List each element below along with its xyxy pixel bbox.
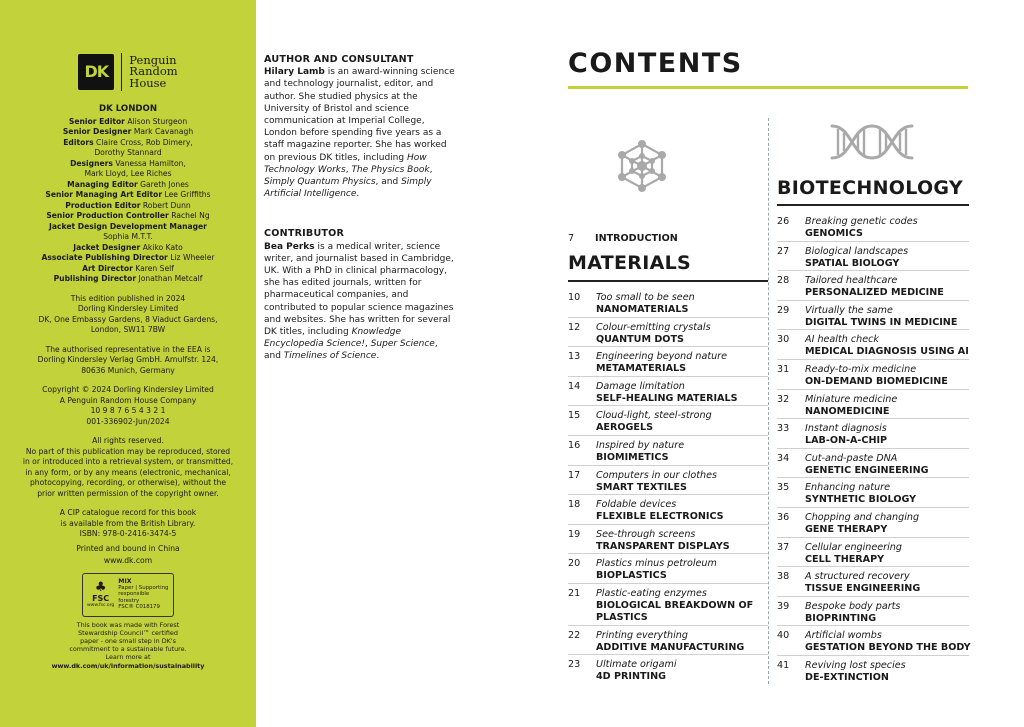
notice-line: Dorling Kindersley Verlag GmbH. Arnulfstr. 124, <box>37 355 219 364</box>
notice-line: 10 9 8 7 6 5 4 3 2 1 <box>90 406 166 415</box>
entry-subtitle: Engineering beyond nature <box>596 351 728 363</box>
credit-role: Senior Production Controller <box>46 211 169 220</box>
sustainability-link[interactable]: www.dk.com/uk/information/sustainability <box>51 661 205 670</box>
fsc-badge: ♣ FSC www.fsc.org MIX Paper | Supporting responsible forestry FSC® C018179 <box>82 573 174 617</box>
entry-subtitle: Chopping and changing <box>805 512 920 523</box>
credit-name: Robert Dunn <box>142 200 191 210</box>
entry-subtitle: AI health check <box>805 334 879 346</box>
entry-divider <box>568 376 768 377</box>
entry-subtitle: Plastics minus petroleum <box>596 558 717 570</box>
entry-subtitle: Bespoke body parts <box>805 600 901 612</box>
credit-line <box>4 211 252 222</box>
credit-name: Alison Sturgeon <box>127 116 188 126</box>
credit-name: Dorothy Stannard <box>94 148 162 157</box>
entry-divider <box>777 596 969 597</box>
entry-divider <box>777 477 969 478</box>
section-title: MATERIALS <box>568 252 691 274</box>
credit-name: Gareth Jones <box>140 179 189 189</box>
entry-page-number: 27 <box>777 245 790 257</box>
entry-subtitle: Biological landscapes <box>805 245 909 257</box>
entry-divider <box>568 494 768 495</box>
entry-divider <box>777 241 969 242</box>
entry-subtitle: Enhancing nature <box>805 482 890 494</box>
entry-title: SPATIAL BIOLOGY <box>805 257 900 269</box>
entry-divider <box>777 329 969 330</box>
credit-name: Rachel Ng <box>171 211 210 220</box>
entry-subtitle: Inspired by nature <box>596 440 685 451</box>
entry-page-number: 40 <box>777 630 790 642</box>
credit-line <box>4 264 252 275</box>
credit-line <box>4 243 252 254</box>
section-title: BIOTECHNOLOGY <box>777 177 963 199</box>
entry-divider <box>777 507 969 508</box>
entry-title: SMART TEXTILES <box>596 481 687 493</box>
bio-text: is an award-winning science and technology journalist, editor, and author. She studied physics at the University of Bristol and science communication at Imperial College, London before spending five years as a staff magazine reporter. She has worked on previous DK titles, including <box>264 67 455 163</box>
credit-role: Designers <box>70 158 113 168</box>
entry-page-number: 22 <box>568 629 581 641</box>
notice-line: Stewardship Council™ certified <box>78 628 178 637</box>
entry-page-number: 28 <box>777 275 790 287</box>
person-name: Bea Perks <box>264 241 315 252</box>
entry-subtitle: See-through screens <box>596 528 696 540</box>
entry-divider <box>777 389 969 390</box>
entry-page-number: 32 <box>777 393 790 405</box>
rights-notice <box>4 436 252 499</box>
entry-title: BIOPRINTING <box>805 612 877 624</box>
entry-title: GENOMICS <box>805 228 863 239</box>
dk-logo: DK <box>78 54 114 90</box>
entry-title: AEROGELS <box>596 422 653 434</box>
entry-subtitle: Reviving lost species <box>805 660 906 671</box>
entry-title: SELF-HEALING MATERIALS <box>596 392 738 404</box>
entry-page-number: 20 <box>568 558 581 570</box>
entry-divider <box>777 418 969 419</box>
entry-title: GESTATION BEYOND THE BODY <box>805 642 971 654</box>
entry-title: GENETIC ENGINEERING <box>805 464 929 476</box>
notice-line: ISBN: 978-0-2416-3474-5 <box>79 529 177 538</box>
credit-name: Mark Lloyd, Lee Riches <box>84 169 172 178</box>
credit-name: Liz Wheeler <box>170 253 215 262</box>
entry-title: METAMATERIALS <box>596 363 687 375</box>
entry-subtitle: Too small to be seen <box>596 292 695 303</box>
book-title: Timelines of Science <box>283 351 377 362</box>
author-heading: AUTHOR AND CONSULTANT <box>264 54 414 65</box>
credit-name: Claire Cross, Rob Dimery, <box>96 137 193 147</box>
entry-page-number: 13 <box>568 351 581 363</box>
entry-title: BIOMIMETICS <box>596 452 669 463</box>
published-notice <box>4 294 252 336</box>
entry-title: DE-EXTINCTION <box>805 672 889 683</box>
entry-title: SYNTHETIC BIOLOGY <box>805 494 917 506</box>
entry-title: TISSUE ENGINEERING <box>805 583 921 595</box>
credit-line <box>4 127 252 138</box>
notice-line: prior written permission of the copyright owner. <box>37 488 219 498</box>
credit-role: Art Director <box>82 263 133 273</box>
notice-line: No part of this publication may be reproduced, stored <box>25 446 231 456</box>
credit-line <box>4 117 252 128</box>
entry-page-number: 36 <box>777 512 790 523</box>
entry-subtitle: Printing everything <box>596 629 688 641</box>
bio-text: is a medical writer, science writer, and journalist based in Cambridge, UK. With a PhD in clinical pharmacology, she has edited journals, written for pharmaceutical companies, and contributed to popular science magazines and websites. She has written for several DK titles, including <box>264 241 454 338</box>
book-title: How Technology Works <box>264 152 427 175</box>
notice-line: in or introduced into a retrieval system, or transmitted, <box>22 457 234 466</box>
entry-page-number: 29 <box>777 304 790 316</box>
entry-subtitle: Instant diagnosis <box>805 423 887 435</box>
entry-subtitle: Miniature medicine <box>805 393 898 405</box>
credit-name: Jonathan Metcalf <box>138 274 203 283</box>
notice-line: 80636 Munich, Germany <box>81 365 175 375</box>
entry-title: PERSONALIZED MEDICINE <box>805 287 944 299</box>
notice-line: Copyright © 2024 Dorling Kindersley Limited <box>42 385 214 394</box>
entry-title: GENE THERAPY <box>805 524 888 535</box>
entry-page-number: 21 <box>568 588 581 599</box>
entry-subtitle: Foldable devices <box>596 499 677 511</box>
credit-line <box>4 190 252 201</box>
credit-role: Jacket Designer <box>73 242 141 252</box>
notice-line: Learn more at <box>105 653 151 662</box>
sustainability-notice <box>4 621 252 662</box>
credit-role: Senior Managing Art Editor <box>45 190 163 199</box>
entry-divider <box>777 625 969 626</box>
credit-name: Vanessa Hamilton, <box>115 158 186 168</box>
notice-line: paper - one small step in DK's <box>80 636 176 645</box>
notice-line: A Penguin Random House Company <box>59 395 197 405</box>
credit-line <box>4 232 252 243</box>
title-rule <box>568 86 968 89</box>
credit-role: Managing Editor <box>67 179 138 189</box>
author-bio: Hilary Lamb is an award-winning science and technology journalist, editor, and author. She studied physics at the University of Bristol and science communication at Imperial College, London before spending five years as a staff magazine reporter. She has worked on previous DK titles, including How Technology Works, The Physics Book, Simply Quantum Physics, and Simply Artificial Intelligence. <box>264 67 455 200</box>
entry-divider <box>568 435 768 436</box>
credit-line <box>4 138 252 149</box>
entry-title: QUANTUM DOTS <box>596 333 684 345</box>
notice-line: This book was made with Forest <box>76 620 180 629</box>
entry-title: BIOPLASTICS <box>596 570 667 582</box>
entry-divider <box>568 405 768 406</box>
entry-subtitle: Colour-emitting crystals <box>596 321 711 333</box>
authors-column <box>264 54 456 363</box>
credits-list <box>4 117 252 285</box>
credit-line <box>4 148 252 159</box>
entry-divider <box>568 524 768 525</box>
penguin-random-house-logo: Penguin Random House <box>129 52 178 90</box>
entry-page-number: 34 <box>777 452 790 464</box>
credit-role: Production Editor <box>65 200 141 210</box>
entry-page-number: 10 <box>568 292 581 303</box>
contributor-bio: Bea Perks is a medical writer, science writer, and journalist based in Cambridge, UK. With a PhD in clinical pharmacology, she has edited journals, written for pharmaceutical companies, and contributed to popular science magazines and websites. She has written for several DK titles, including Knowledge Encyclopedia Science!, Super Science, and Timelines of Science. <box>264 241 454 362</box>
entry-divider <box>568 583 768 584</box>
notice-line: is available from the British Library. <box>60 518 196 528</box>
entry-title: NANOMATERIALS <box>596 304 689 315</box>
credit-line <box>4 222 252 233</box>
credit-name: Sophia M.T.T. <box>103 232 153 241</box>
credit-role: Publishing Director <box>53 274 137 283</box>
entry-subtitle: Artificial wombs <box>805 630 882 642</box>
entry-subtitle: Cloud-light, steel-strong <box>596 410 712 422</box>
publisher-logo <box>4 52 252 92</box>
credit-line <box>4 201 252 212</box>
entry-divider <box>777 359 969 360</box>
contributor-heading: CONTRIBUTOR <box>264 228 345 240</box>
entry-title: DIGITAL TWINS IN MEDICINE <box>805 316 958 328</box>
entry-subtitle: Breaking genetic codes <box>805 216 918 227</box>
entry-page-number: 38 <box>777 571 790 583</box>
entry-page-number: 26 <box>777 216 790 227</box>
entry-subtitle: Plastic-eating enzymes <box>596 588 707 599</box>
entry-divider <box>777 270 969 271</box>
website-link[interactable]: www.dk.com <box>103 556 153 565</box>
book-title: Simply Quantum Physics <box>264 177 376 188</box>
entry-divider <box>568 625 768 626</box>
entry-divider <box>568 553 768 554</box>
notice-line: The authorised representative in the EEA is <box>45 344 211 354</box>
credit-role: Jacket Design Development Manager <box>49 221 207 231</box>
book-title: Simply Artificial Intelligence <box>264 177 432 200</box>
dna-helix-icon <box>830 122 914 162</box>
credit-name: Karen Self <box>135 263 174 273</box>
entry-subtitle: Ready-to-mix medicine <box>805 364 917 375</box>
cip-notice <box>4 508 252 540</box>
notice-line: A CIP catalogue record for this book <box>59 508 197 517</box>
entry-divider <box>568 317 768 318</box>
molecule-cube-icon <box>616 140 668 192</box>
credit-role: Editors <box>63 137 94 147</box>
entry-subtitle: Virtually the same <box>805 304 893 316</box>
entry-title: TRANSPARENT DISPLAYS <box>596 540 730 552</box>
person-name: Hilary Lamb <box>264 67 325 78</box>
notice-line: All rights reserved. <box>92 436 164 445</box>
entry-page-number: 33 <box>777 423 790 435</box>
entry-subtitle: A structured recovery <box>805 571 910 583</box>
entry-page-number: 23 <box>568 659 581 671</box>
credit-line <box>4 274 252 285</box>
printed-notice: Printed and bound in China <box>76 543 180 553</box>
credit-role: Associate Publishing Director <box>41 253 168 262</box>
entry-title: CELL THERAPY <box>805 553 885 565</box>
entry-divider <box>568 465 768 466</box>
entry-page-number: 30 <box>777 334 790 346</box>
credit-line <box>4 159 252 170</box>
notice-line: DK, One Embassy Gardens, 8 Viaduct Gardens, <box>38 314 218 324</box>
book-title: The Physics Book <box>351 164 430 175</box>
office-heading: DK LONDON <box>98 104 158 114</box>
entry-page-number: 12 <box>568 321 581 333</box>
notice-line: in any form, or by any means (electronic, mechanical, <box>25 467 231 477</box>
entry-page-number: 15 <box>568 410 581 422</box>
entry-divider <box>777 655 969 656</box>
notice-line: commitment to a sustainable future. <box>69 645 187 654</box>
credit-line <box>4 253 252 264</box>
entry-divider <box>568 346 768 347</box>
entry-divider <box>777 448 969 449</box>
entry-divider <box>568 654 768 655</box>
entry-subtitle: Damage limitation <box>596 380 685 392</box>
intro-page-number: 7 <box>568 233 575 244</box>
credit-role: Senior Editor <box>68 116 125 126</box>
entry-page-number: 37 <box>777 541 790 553</box>
entry-title: NANOMEDICINE <box>805 405 890 417</box>
section-rule <box>777 204 969 206</box>
entry-divider <box>777 300 969 301</box>
entry-title: ON-DEMAND BIOMEDICINE <box>805 376 948 387</box>
entry-title: ADDITIVE MANUFACTURING <box>596 641 745 653</box>
entry-title: 4D PRINTING <box>596 671 667 683</box>
entry-subtitle: Cut-and-paste DNA <box>805 452 898 464</box>
entry-page-number: 35 <box>777 482 790 494</box>
entry-title: BIOLOGICAL BREAKDOWN OF PLASTICS <box>596 600 754 623</box>
entry-title: FLEXIBLE ELECTRONICS <box>596 511 724 523</box>
credit-name: Akiko Kato <box>142 242 183 252</box>
credit-line <box>4 169 252 180</box>
intro-entry[interactable]: INTRODUCTION <box>595 233 678 244</box>
copyright-notice <box>4 385 252 427</box>
credit-name: Lee Griffiths <box>164 190 211 199</box>
notice-line: This edition published in 2024 <box>70 293 186 303</box>
entry-divider <box>777 537 969 538</box>
page-title: CONTENTS <box>568 48 743 79</box>
entry-page-number: 16 <box>568 440 581 451</box>
notice-line: photocopying, recording, or otherwise), without the <box>29 478 226 487</box>
entry-subtitle: Ultimate origami <box>596 659 677 671</box>
entry-page-number: 41 <box>777 660 790 671</box>
section-rule <box>568 280 768 282</box>
eea-notice <box>4 345 252 377</box>
entry-subtitle: Cellular engineering <box>805 541 902 553</box>
credit-name: Mark Cavanagh <box>133 127 194 136</box>
book-title: Super Science <box>370 339 435 350</box>
entry-title: MEDICAL DIAGNOSIS USING AI <box>805 346 969 358</box>
entry-page-number: 18 <box>568 499 581 511</box>
entry-page-number: 31 <box>777 364 790 375</box>
entry-page-number: 14 <box>568 380 581 392</box>
book-title: Knowledge Encyclopedia Science! <box>264 327 402 350</box>
credit-line <box>4 180 252 191</box>
entry-subtitle: Tailored healthcare <box>805 275 898 287</box>
entry-divider <box>777 566 969 567</box>
entry-title: LAB-ON-A-CHIP <box>805 435 888 447</box>
notice-line: London, SW11 7BW <box>90 325 166 334</box>
imprint-panel <box>0 0 256 727</box>
credit-role: Senior Designer <box>62 127 132 136</box>
entry-page-number: 39 <box>777 600 790 612</box>
notice-line: 001-336902-Jun/2024 <box>86 416 170 426</box>
notice-line: Dorling Kindersley Limited <box>77 304 179 313</box>
entry-subtitle: Computers in our clothes <box>596 469 718 481</box>
fsc-tree-icon: ♣ <box>94 580 107 595</box>
entry-page-number: 19 <box>568 528 581 540</box>
entry-page-number: 17 <box>568 469 581 481</box>
